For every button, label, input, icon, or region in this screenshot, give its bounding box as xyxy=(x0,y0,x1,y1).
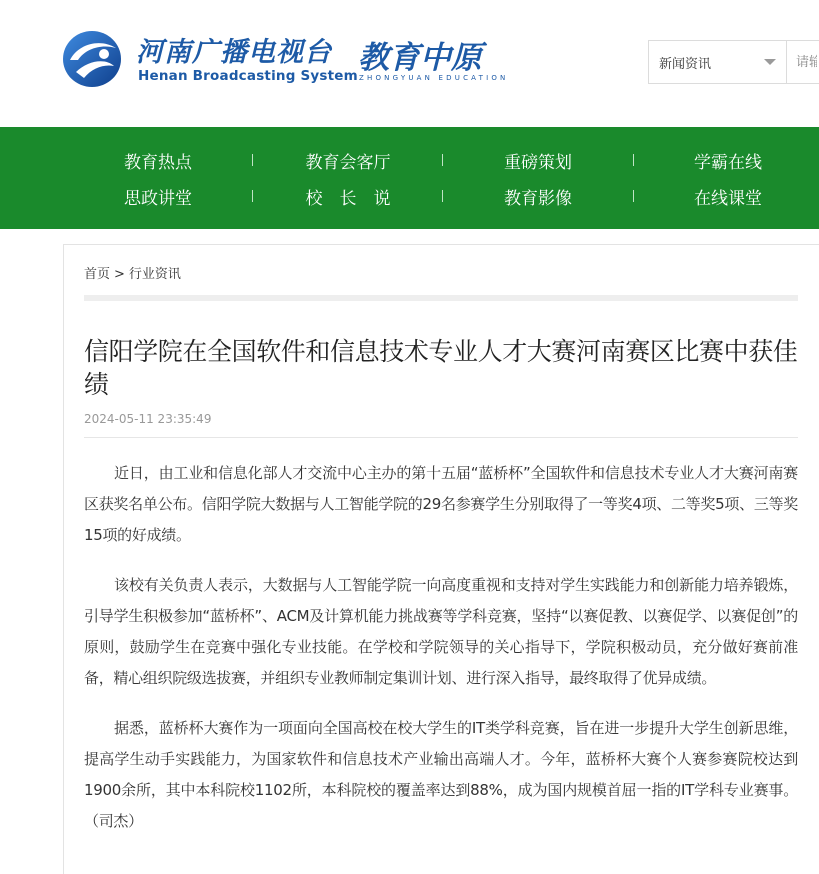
breadcrumb-home-link[interactable]: 首页 xyxy=(84,267,111,282)
article-paragraph: 该校有关负责人表示，大数据与人工智能学院一向高度重视和支持对学生实践能力和创新能力培养锻炼，引导学生积极参加“蓝桥杯”、ACM及计算机能力挑战赛等学科竞赛，坚持“以赛促教、以赛促学、以赛促创”的原则，鼓励学生在竞赛中强化专业技能。在学校和学院领导的关心指导下，学院积极动员，充分做好赛前准备，精心组织院级选拔赛，并组织专业教师制定集训计划、进行深入指导，最终取得了优异成绩。 xyxy=(84,576,798,687)
nav-item-principal-says[interactable]: 校 长 说 xyxy=(305,189,391,209)
nav-separator xyxy=(252,190,253,202)
logo-chinese-text: 河南广播电视台 xyxy=(136,37,332,68)
nav-separator xyxy=(633,190,634,202)
article-paragraph: 据悉，蓝桥杯大赛作为一项面向全国高校在校大学生的IT类学科竞赛，旨在进一步提升大学生创新思维，提高学生动手实践能力，为国家软件和信息技术产业输出高端人才。今年，蓝桥杯大赛个人赛参赛院校达到1900余所，其中本科院校1102所，本科院校的覆盖率达到88%，成为国内规模首屈一指的IT学科专业赛事。（司杰） xyxy=(84,719,798,830)
nav-separator xyxy=(442,154,443,166)
breadcrumb-separator: > xyxy=(114,267,125,282)
chevron-down-icon xyxy=(764,59,776,65)
nav-separator xyxy=(442,190,443,202)
nav-item-online-class[interactable]: 在线课堂 xyxy=(694,189,762,209)
search-input[interactable] xyxy=(787,41,819,83)
search-bar xyxy=(648,40,819,84)
breadcrumb-section-link[interactable]: 行业资讯 xyxy=(128,267,181,282)
article-date: 2024-05-11 23:35:49 xyxy=(84,412,212,426)
nav-item-education-video[interactable]: 教育影像 xyxy=(504,189,572,209)
site-header xyxy=(0,0,819,127)
search-category-label: 新闻资讯 xyxy=(659,56,712,72)
nav-item-top-student-online[interactable]: 学霸在线 xyxy=(694,153,762,173)
nav-item-education-hotspot[interactable]: 教育热点 xyxy=(124,153,192,173)
henan-broadcasting-logo-icon xyxy=(62,30,122,88)
site-logo[interactable] xyxy=(62,30,507,90)
nav-separator xyxy=(633,154,634,166)
nav-separator xyxy=(252,154,253,166)
article-body xyxy=(84,458,798,856)
article-paragraph: 近日，由工业和信息化部人才交流中心主办的第十五届“蓝桥杯”全国软件和信息技术专业人才大赛河南赛区获奖名单公布。信阳学院大数据与人工智能学院的29名参赛学生分别取得了一等奖4项、二等奖5项、三等奖15项的好成绩。 xyxy=(84,464,798,544)
search-category-select[interactable] xyxy=(649,41,787,83)
main-nav xyxy=(0,127,819,229)
nav-item-ideology-lecture[interactable]: 思政讲堂 xyxy=(124,189,192,209)
breadcrumb-divider-bar xyxy=(84,295,798,301)
nav-item-education-lounge[interactable]: 教育会客厅 xyxy=(305,153,391,173)
logo-english-text: Henan Broadcasting System xyxy=(138,68,358,84)
breadcrumb xyxy=(84,263,181,282)
brand-chinese-title: 教育中原 xyxy=(358,40,482,76)
brand-english-subtitle: ZHONGYUAN EDUCATION xyxy=(359,74,509,82)
title-divider xyxy=(84,437,798,438)
article-title: 信阳学院在全国软件和信息技术专业人才大赛河南赛区比赛中获佳绩 xyxy=(84,337,798,399)
nav-item-major-planning[interactable]: 重磅策划 xyxy=(504,153,572,173)
article-card xyxy=(63,244,819,874)
